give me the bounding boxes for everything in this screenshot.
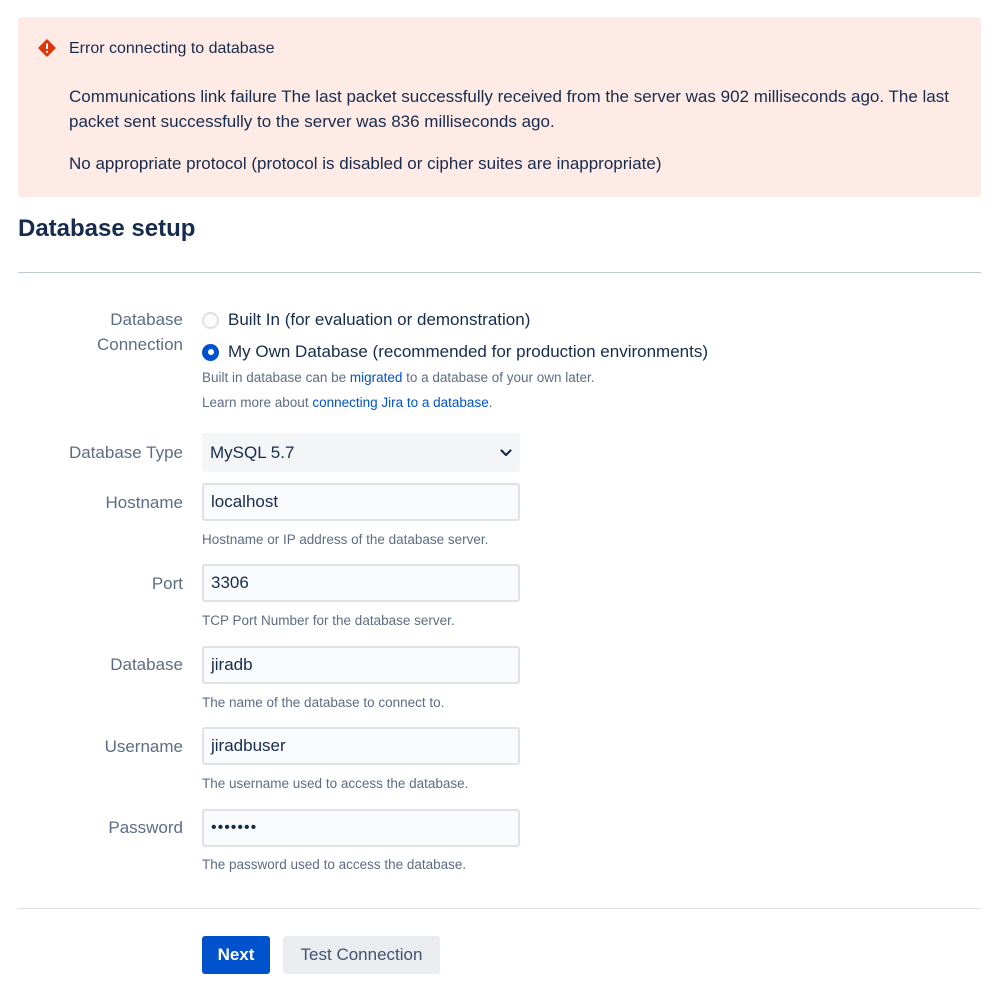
radio-own-database[interactable]: [202, 342, 708, 362]
error-message-secondary: No appropriate protocol (protocol is disabled or cipher suites are inappropriate): [69, 154, 662, 173]
chevron-down-icon: [500, 449, 512, 457]
radio-own-database-label: My Own Database (recommended for production environments): [228, 342, 708, 361]
error-icon: [38, 39, 56, 57]
radio-button-checked[interactable]: [202, 344, 219, 361]
next-button[interactable]: Next: [202, 936, 270, 974]
test-connection-button[interactable]: Test Connection: [283, 936, 440, 974]
port-input[interactable]: 3306: [202, 564, 520, 602]
connection-label: Database Connection: [96, 310, 183, 354]
username-input[interactable]: jiradbuser: [202, 727, 520, 765]
error-title: Error connecting to database: [69, 40, 275, 57]
error-banner: [18, 17, 981, 197]
database-type-select[interactable]: [202, 433, 520, 472]
password-hint: The password used to access the database.: [202, 857, 467, 872]
port-label: Port: [151, 574, 183, 593]
migrated-link[interactable]: migrated: [349, 370, 403, 385]
footer-divider: [18, 908, 981, 909]
username-hint: The username used to access the database.: [202, 776, 469, 791]
username-label: Username: [104, 737, 183, 756]
page-title: Database setup: [18, 215, 196, 242]
radio-built-in-label: Built In (for evaluation or demonstration): [228, 310, 531, 329]
connection-hint-migrate: Built in database can be migrated to a database of your own later.: [202, 370, 595, 385]
password-input[interactable]: •••••••: [202, 809, 520, 847]
database-input[interactable]: jiradb: [202, 646, 520, 684]
database-label: Database: [110, 655, 183, 674]
port-hint: TCP Port Number for the database server.: [202, 613, 455, 628]
error-message: Communications link failure The last packet successfully received from the server was 902 milliseconds ago. The last packet sent successfully to the server was 836 milliseconds ago.: [69, 87, 949, 131]
radio-button[interactable]: [202, 312, 219, 329]
connection-hint-learn: Learn more about connecting Jira to a database.: [202, 395, 493, 410]
hostname-label: Hostname: [105, 493, 183, 512]
password-label: Password: [108, 818, 183, 837]
database-hint: The name of the database to connect to.: [202, 695, 445, 710]
header-divider: [18, 272, 981, 273]
database-type-value: MySQL 5.7: [210, 442, 295, 462]
radio-built-in[interactable]: [202, 310, 530, 330]
hostname-hint: Hostname or IP address of the database server.: [202, 532, 489, 547]
connecting-jira-link[interactable]: connecting Jira to a database: [312, 395, 489, 410]
database-type-label: Database Type: [68, 443, 183, 462]
hostname-input[interactable]: localhost: [202, 483, 520, 521]
